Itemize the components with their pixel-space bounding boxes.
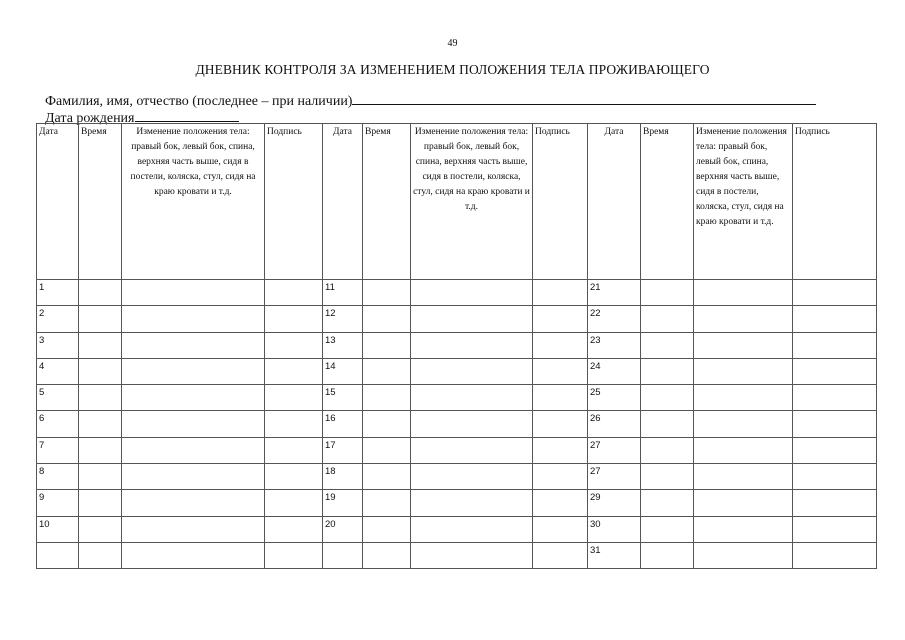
position-change-journal-table (36, 123, 877, 569)
time-entry-cell[interactable] (79, 516, 122, 542)
signature-entry-cell[interactable] (793, 332, 877, 358)
day-number-cell: 31 (588, 542, 641, 568)
time-entry-cell[interactable] (641, 280, 694, 306)
day-number-cell (323, 542, 363, 568)
position-change-entry-cell[interactable] (411, 437, 533, 463)
day-number-cell: 29 (588, 490, 641, 516)
table-row (37, 464, 877, 490)
day-number-cell: 3 (37, 332, 79, 358)
day-number-cell: 5 (37, 385, 79, 411)
position-change-entry-cell[interactable] (122, 332, 265, 358)
full-name-label: Фамилия, имя, отчество (последнее – при наличии) (45, 94, 353, 109)
birth-date-label: Дата рождения (45, 111, 135, 126)
signature-entry-cell[interactable] (265, 385, 323, 411)
time-entry-cell[interactable] (363, 358, 411, 384)
position-change-entry-cell[interactable] (694, 464, 793, 490)
header-position-change-2: Изменение положения тела: правый бок, левый бок, спина, верхняя часть выше, сидя в постели, коляска, стул, сидя на краю кровати и т.д. (411, 124, 533, 280)
full-name-blank[interactable] (352, 90, 816, 105)
signature-entry-cell[interactable] (793, 306, 877, 332)
signature-entry-cell[interactable] (533, 464, 588, 490)
day-number-cell: 14 (323, 358, 363, 384)
position-change-entry-cell[interactable] (122, 385, 265, 411)
day-number-cell: 23 (588, 332, 641, 358)
position-change-entry-cell[interactable] (122, 516, 265, 542)
table-row (37, 306, 877, 332)
time-entry-cell[interactable] (363, 332, 411, 358)
position-change-entry-cell[interactable] (411, 490, 533, 516)
table-row (37, 490, 877, 516)
signature-entry-cell[interactable] (265, 358, 323, 384)
time-entry-cell[interactable] (641, 437, 694, 463)
time-entry-cell[interactable] (641, 306, 694, 332)
signature-entry-cell[interactable] (793, 490, 877, 516)
time-entry-cell[interactable] (79, 411, 122, 437)
signature-entry-cell[interactable] (265, 490, 323, 516)
time-entry-cell[interactable] (641, 358, 694, 384)
signature-entry-cell[interactable] (533, 358, 588, 384)
header-date-1: Дата (37, 124, 79, 280)
day-number-cell: 20 (323, 516, 363, 542)
day-number-cell: 24 (588, 358, 641, 384)
day-number-cell: 26 (588, 411, 641, 437)
position-change-entry-cell[interactable] (122, 437, 265, 463)
position-change-entry-cell[interactable] (694, 306, 793, 332)
signature-entry-cell[interactable] (265, 411, 323, 437)
header-time-2: Время (363, 124, 411, 280)
day-number-cell: 1 (37, 280, 79, 306)
time-entry-cell[interactable] (79, 306, 122, 332)
time-entry-cell[interactable] (363, 437, 411, 463)
position-change-entry-cell[interactable] (694, 385, 793, 411)
position-change-entry-cell[interactable] (411, 280, 533, 306)
signature-entry-cell[interactable] (533, 385, 588, 411)
signature-entry-cell[interactable] (793, 385, 877, 411)
table-row (37, 437, 877, 463)
header-signature-1: Подпись (265, 124, 323, 280)
table-row (37, 542, 877, 568)
table-row (37, 280, 877, 306)
time-entry-cell[interactable] (363, 490, 411, 516)
signature-entry-cell[interactable] (265, 306, 323, 332)
time-entry-cell[interactable] (641, 490, 694, 516)
day-number-cell: 16 (323, 411, 363, 437)
header-signature-2: Подпись (533, 124, 588, 280)
time-entry-cell[interactable] (641, 385, 694, 411)
time-entry-cell[interactable] (641, 516, 694, 542)
time-entry-cell[interactable] (79, 358, 122, 384)
signature-entry-cell[interactable] (533, 516, 588, 542)
position-change-entry-cell[interactable] (122, 490, 265, 516)
signature-entry-cell[interactable] (793, 280, 877, 306)
day-number-cell: 27 (588, 464, 641, 490)
signature-entry-cell[interactable] (533, 280, 588, 306)
day-number-cell: 10 (37, 516, 79, 542)
position-change-entry-cell[interactable] (694, 280, 793, 306)
position-change-entry-cell[interactable] (122, 542, 265, 568)
signature-entry-cell[interactable] (533, 437, 588, 463)
position-change-entry-cell[interactable] (411, 542, 533, 568)
time-entry-cell[interactable] (641, 332, 694, 358)
time-entry-cell[interactable] (641, 542, 694, 568)
time-entry-cell[interactable] (79, 280, 122, 306)
position-change-entry-cell[interactable] (122, 306, 265, 332)
time-entry-cell[interactable] (79, 542, 122, 568)
signature-entry-cell[interactable] (533, 542, 588, 568)
signature-entry-cell[interactable] (533, 490, 588, 516)
document-title: ДНЕВНИК КОНТРОЛЯ ЗА ИЗМЕНЕНИЕМ ПОЛОЖЕНИЯ ТЕЛА ПРОЖИВАЮЩЕГО (195, 62, 710, 77)
journal-body (37, 280, 877, 569)
signature-entry-cell[interactable] (265, 332, 323, 358)
time-entry-cell[interactable] (641, 464, 694, 490)
position-change-entry-cell[interactable] (694, 490, 793, 516)
day-number-cell (37, 542, 79, 568)
time-entry-cell[interactable] (363, 516, 411, 542)
position-change-entry-cell[interactable] (694, 542, 793, 568)
signature-entry-cell[interactable] (793, 358, 877, 384)
signature-entry-cell[interactable] (265, 280, 323, 306)
time-entry-cell[interactable] (79, 332, 122, 358)
header-position-change-1: Изменение положения тела: правый бок, левый бок, спина, верхняя часть выше, сидя в постели, коляска, стул, сидя на краю кровати и т.д. (122, 124, 265, 280)
day-number-cell: 4 (37, 358, 79, 384)
position-change-entry-cell[interactable] (411, 464, 533, 490)
day-number-cell: 8 (37, 464, 79, 490)
table-row (37, 411, 877, 437)
time-entry-cell[interactable] (363, 542, 411, 568)
birth-date-blank[interactable] (135, 107, 239, 122)
day-number-cell: 2 (37, 306, 79, 332)
position-change-entry-cell[interactable] (122, 411, 265, 437)
position-change-entry-cell[interactable] (411, 411, 533, 437)
day-number-cell: 19 (323, 490, 363, 516)
day-number-cell: 13 (323, 332, 363, 358)
position-change-entry-cell[interactable] (411, 306, 533, 332)
day-number-cell: 27 (588, 437, 641, 463)
day-number-cell: 25 (588, 385, 641, 411)
time-entry-cell[interactable] (363, 280, 411, 306)
position-change-entry-cell[interactable] (411, 516, 533, 542)
signature-entry-cell[interactable] (793, 464, 877, 490)
header-position-change-3: Изменение положения тела: правый бок, левый бок, спина, верхняя часть выше, сидя в постели, коляска, стул, сидя на краю кровати и т.д. (694, 124, 793, 280)
table-row (37, 358, 877, 384)
position-change-entry-cell[interactable] (694, 516, 793, 542)
header-signature-3: Подпись (793, 124, 877, 280)
time-entry-cell[interactable] (79, 437, 122, 463)
position-change-entry-cell[interactable] (694, 332, 793, 358)
day-number-cell: 18 (323, 464, 363, 490)
position-change-entry-cell[interactable] (411, 385, 533, 411)
time-entry-cell[interactable] (363, 411, 411, 437)
table-row (37, 516, 877, 542)
position-change-entry-cell[interactable] (694, 358, 793, 384)
header-date-3: Дата (588, 124, 641, 280)
time-entry-cell[interactable] (363, 464, 411, 490)
day-number-cell: 7 (37, 437, 79, 463)
position-change-entry-cell[interactable] (122, 464, 265, 490)
signature-entry-cell[interactable] (533, 332, 588, 358)
signature-entry-cell[interactable] (265, 464, 323, 490)
day-number-cell: 15 (323, 385, 363, 411)
position-change-entry-cell[interactable] (411, 332, 533, 358)
day-number-cell: 11 (323, 280, 363, 306)
time-entry-cell[interactable] (363, 306, 411, 332)
table-row (37, 332, 877, 358)
signature-entry-cell[interactable] (793, 542, 877, 568)
time-entry-cell[interactable] (79, 490, 122, 516)
header-time-3: Время (641, 124, 694, 280)
day-number-cell: 9 (37, 490, 79, 516)
day-number-cell: 6 (37, 411, 79, 437)
header-row (37, 124, 877, 280)
signature-entry-cell[interactable] (265, 516, 323, 542)
time-entry-cell[interactable] (641, 411, 694, 437)
time-entry-cell[interactable] (79, 385, 122, 411)
position-change-entry-cell[interactable] (411, 358, 533, 384)
position-change-entry-cell[interactable] (694, 437, 793, 463)
header-date-2: Дата (323, 124, 363, 280)
table-row (37, 385, 877, 411)
signature-entry-cell[interactable] (793, 516, 877, 542)
position-change-entry-cell[interactable] (694, 411, 793, 437)
signature-entry-cell[interactable] (265, 437, 323, 463)
time-entry-cell[interactable] (363, 385, 411, 411)
signature-entry-cell[interactable] (793, 437, 877, 463)
header-time-1: Время (79, 124, 122, 280)
signature-entry-cell[interactable] (533, 411, 588, 437)
page-number: 49 (447, 38, 458, 49)
position-change-entry-cell[interactable] (122, 358, 265, 384)
signature-entry-cell[interactable] (265, 542, 323, 568)
position-change-entry-cell[interactable] (122, 280, 265, 306)
day-number-cell: 12 (323, 306, 363, 332)
day-number-cell: 30 (588, 516, 641, 542)
day-number-cell: 21 (588, 280, 641, 306)
signature-entry-cell[interactable] (793, 411, 877, 437)
signature-entry-cell[interactable] (533, 306, 588, 332)
day-number-cell: 17 (323, 437, 363, 463)
day-number-cell: 22 (588, 306, 641, 332)
time-entry-cell[interactable] (79, 464, 122, 490)
